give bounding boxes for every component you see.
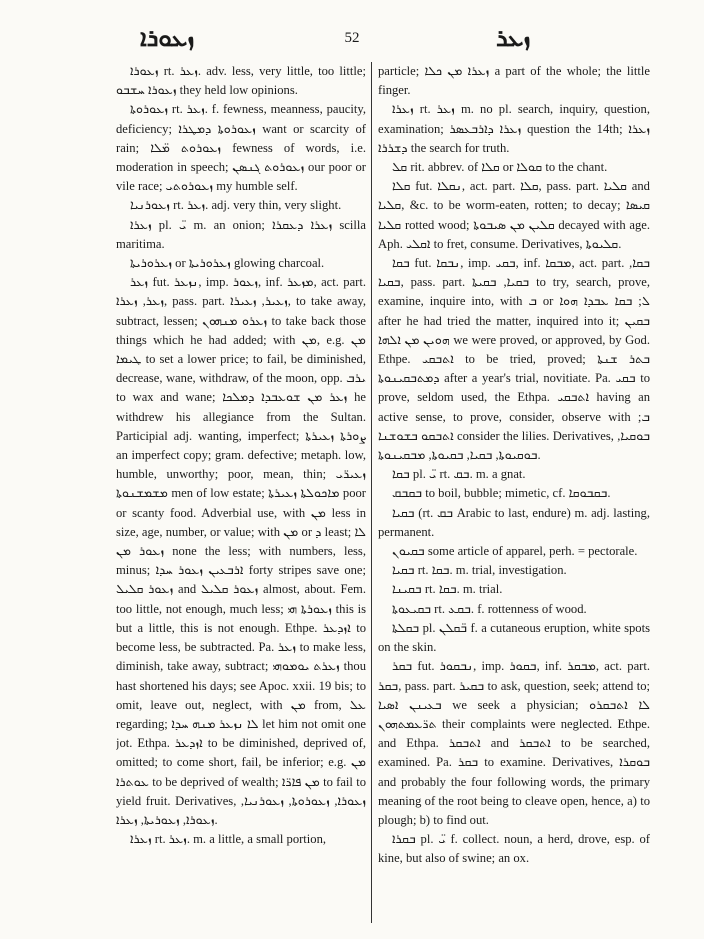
dictionary-entry: ܩܠܐ fut. ܢܩܠܐ, act. part. ܩܠܐ, pass. part. ܩܠܝܐ and ܩܠܝܐ, &c. to be worm-eaten, rotten; to decay; ܩܝܣܐ ܩܠܝܐ rotted wood; ܩܠܝܢ ܡܢ ܣܝܒܘܬܐ decayed with age. Aph. ܐܩܠܝ to fret, consume. Derivatives, ܩܠܝܘܬܐ. xyxy=(378,179,650,251)
dictionary-entry: ܒܩܝܥܘܬܐ rt. ܒܩܥ. f. rottenness of wood. xyxy=(392,601,587,616)
dictionary-entry: ܒܩܐ pl. ܝ̈ rt. ܒܩ. m. a gnat. xyxy=(392,467,526,482)
dictionary-entry: ܙܥܘܪܐ rt. ܙܥܪ. adv. less, very little, too little; ܙܥܘܪܐ ܚܫܒܘ they held low opinions. xyxy=(116,64,366,98)
right-column xyxy=(378,62,650,927)
dictionary-entry: ܒܩܝܘܢ some article of apparel, perh. = pectorale. xyxy=(392,544,638,559)
dictionary-entry: ܙܥܘܪܘܬܐ rt. ܙܥܪ. f. fewness, meanness, paucity, deficiency; ܙܥܘܪܘܬܐ ܕܡܛܪܐ want or scarcity of rain; ܙܥܘܪܘܬ ܡ̈ܠܐ fewness of words, i.e. moderation in speech; ܙܥܘܪܘܬ ܓܢܣܢ our poor or vile race; ܙܥܘܪܘܬܝ my humble self. xyxy=(116,102,366,194)
dictionary-entry: ܒܩܪ fut. ܢܒܩܘܪ, imp. ܒܩܘܪ, inf. ܡܒܩܪ, act. part. ܒܩܪ, pass. part. ܒܩܝܪ to ask, question, seek; attend to; ܒܥܝܢܢ ܐܣܝܐ we seek a physician; ܠܐ ܐܬܒܩܪܘ ܬܪ̈ܥܡܬܗܘܢ their complaints were neglected. Ethpe. and Ethpa. ܐܬܒܩܪ and ܐܬܒܩܪ to be searched, examined. Pa. ܒܩܪ to examine. Derivatives, ܒܘܩܪܐ and probably the four following words, the primary meaning of the root being to cleave open, hence, a) to plough; b) to find out. xyxy=(378,659,650,827)
right-running-head: ܙܥܪ xyxy=(496,26,531,52)
dictionary-entry: ܒܩܝܢܐ rt. ܒܩܐ. m. trial. xyxy=(392,582,503,597)
left-running-head: ܙܥܘܪܐ xyxy=(140,26,195,52)
column-divider xyxy=(371,62,372,923)
dictionary-entry: ܒܩܝܐ rt. ܒܩܐ. m. trial, investigation. xyxy=(392,563,567,578)
dictionary-entry: ܩܠ rit. abbrev. of ܩܠܐ or ܩܘܠܐ to the chant. xyxy=(392,160,608,175)
dictionary-entry: ܙܥܪܐ rt. ܙܥܪ m. no pl. search, inquiry, question, examination; ܙܥܪܐ ܕܐܪܒܥܣܪ question the 14th; ܙܥܪܐ ܕܫܪܪܐ the search for truth. xyxy=(378,102,650,155)
dictionary-entry: ܒܩܐ fut. ܢܒܩܐ, imp. ܒܩܝ, inf. ܡܒܩܐ, act. part. ܒܩܐ, ܒܩܝܐ, pass. part. ܒܩܝܐ, ܒܩܝܬܐ to try, search, prove, examine, inquire into, with ܒ or ܠ; ܒܩܐ ܥܒܕܐ ܗܘܐ after he had tried the matter, inquired into it; ܒܩܝܢ ܗܘܝܢ ܡܢ ܐܠܗܐ we were proved, or approved, by God. Ethpe. ܐܬܒܩܝ to be tried, proved; ܒܬܪ ܫܢܬܐ ܕܡܬܒܩܝܢܘܬܐ after a year's trial, novitiate. Pa. ܒܩܝ to prove, seldom used, the Ethpa. ܐܬܒܩܝ having an active sense, to prove, consider, observe with ܒ; ܐܬܒܩܘ ܒܫܘܫܢܐ consider the lilies. Derivatives, ܒܘܩܝܐ, ܒܘܩܝܘܬܐ, ܒܩܝܐ, ܒܩܝܘܬܐ, ܡܒܩܝܢܘܬܐ. xyxy=(378,256,650,463)
dictionary-entry: ܙܥܘܪܢܝܐ rt. ܙܥܪ. adj. very thin, very slight. xyxy=(130,198,342,213)
dictionary-entry: ܙܥܪܐ pl. ܝ̈ m. an onion; ܙܥܪܐ ܕܥܩܪܐ scilla maritima. xyxy=(116,217,366,251)
dictionary-entry: ܒܩܝܐ (rt. ܒܩ Arabic to last, endure) m. adj. lasting, permanent. xyxy=(378,505,650,539)
page-number: 52 xyxy=(344,30,360,46)
dictionary-entry: ܙܥܪ fut. ܢܙܥܪ, imp. ܙܥܘܪ, inf. ܡܙܥܪ, act. part. ܙܥܪ, ܙܥܪܐ, pass. part. ܙܥܝܪ, ܙܥܝܪܐ, to take away, subtract, lessen; ܙܥܪܘ ܡܢܗܘܢ to take back those things which he had added; with ܡܢ, e.g. ܡܢ ܛܝܡܐ to set a lower price; to fail, be diminished, decrease, wane, withdraw, of the moon, opp. ܝܪܒ to wax and wane; ܙܥܪ ܡܢ ܫܘܥܒܕܐ ܕܡܠܟܐ he withdrew his allegiance from the Sultan. Participial adj. wanting, imperfect; ܨܘܪܬܐ ܙܥܝܪܬܐ an imperfect copy; gram. defective; metaph. low, humble, unworthy; poor, mean, thin; ܙܥܝܪ̈ܝ ܡܫܡܫܢܘܬܐ men of low estate; ܡܐܟܘܠܬܐ ܙܥܝܪܬܐ poor or scanty food. Adverbial use, with ܡܢ less in size, age, number, or value; with ܡܢ or ܕ least; ܠܐ ܙܥܘܪ ܡܢ none the less; with numbers, less, minus; ܐܪܒܥܝܢ ܙܥܘܪ ܚܕܐ forty stripes save one; ܙܥܘܪ ܩܠܝܠ and ܙܥܘܪ ܩܠܝܠ almost, about. Fem. too little, not enough, much less; ܙܥܘܪܬܐ ܗܝ this is but a little, this is not enough. Ethpe. ܐܙܕܥܪ to become less, be subtracted. Pa. ܙܥܪ to make less, diminish, take away, subtract; ܙܥܪܬ ܝܘܡܘܗܝ thou hast shortened his days; see Apoc. xxii. 19 bis; to omit, leave out, neglect, with ܡܢ from, ܥܠ regarding; ܠܐ ܢܙܥܪ ܡܢܗ ܚܕܐ let him not omit one jot. Ethpa. ܐܙܕܥܪ to be diminished, deprived of, omitted; to come short, fail, be inferior; e.g. ܡܢ ܥܘܬܪܐ to be deprived of wealth; ܡܢ ܦܐܪ̈ܐ to fail to yield fruit. Derivatives, ܙܥܘܪܐ, ܙܥܘܪܘܬܐ, ܙܥܘܪܢܝܐ, ܙܥܘܪܐ, ܙܥܘܪܝܬܐ, ܙܥܪܐ. xyxy=(116,275,366,827)
left-column xyxy=(116,62,366,927)
dictionary-entry: ܒܩܠܬܐ pl. ܒ̈ܩܠܢ f. a cutaneous eruption, white spots on the skin. xyxy=(378,620,650,655)
page-header xyxy=(0,26,704,56)
dictionary-entry: ܒܩܒܩ to boil, bubble; mimetic, cf. ܒܩܒܘܩܐ. xyxy=(392,486,611,501)
dictionary-entry: ܒܩܪܐ pl. ܝ̈ f. collect. noun, a herd, drove, esp. of kine, but also of swine; an ox. xyxy=(378,832,650,866)
dictionary-entry: particle; ܙܥܪܐ ܡܢ ܟܠܐ a part of the whole; the little finger. xyxy=(378,64,650,98)
dictionary-entry: ܙܥܪܘܪܝܬܐ or ܙܥܪܘܪܝܬܐ glowing charcoal. xyxy=(130,256,325,271)
dictionary-entry: ܙܥܪܐ rt. ܙܥܪ. m. a little, a small portion, xyxy=(130,832,327,847)
